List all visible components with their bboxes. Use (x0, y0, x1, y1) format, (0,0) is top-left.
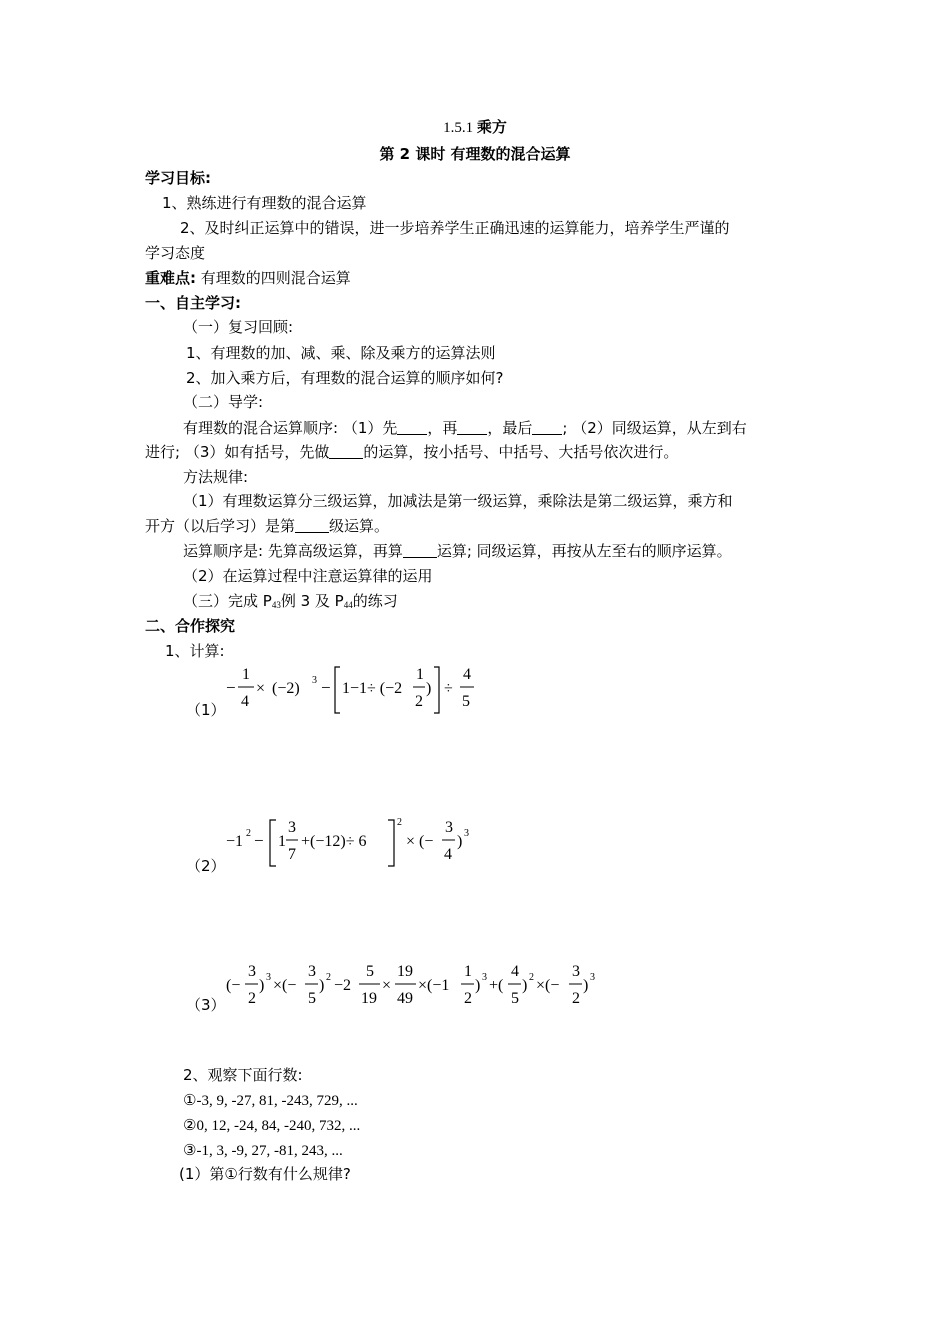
formula-1-svg (224, 662, 494, 722)
formula-2-svg (224, 814, 484, 874)
page-title: 1.5.1 乘方 (443, 118, 507, 136)
formula-term: 19 (397, 963, 413, 980)
formula-term: 5 (366, 963, 374, 980)
section2-heading: 二、合作探究 (145, 617, 236, 635)
formula-term: 4 (241, 693, 249, 710)
formula-term: 3 (312, 675, 317, 686)
goal-item-1: 1、熟练进行有理数的混合运算 (162, 194, 367, 212)
sequence-row-1 (183, 1090, 358, 1111)
formula-term: ) (475, 977, 481, 994)
sequence-row-2 (183, 1115, 360, 1136)
formula-term: 4 (511, 963, 519, 980)
focus-line (145, 268, 351, 288)
review-item-1: 1、有理数的加、减、乘、除及乘方的运算法则 (186, 344, 496, 362)
calc-heading: 1、计算: (165, 642, 225, 660)
formula-term: −2 (334, 977, 352, 994)
formula-term: +(−12)÷ 6 (301, 833, 367, 850)
sequence-row-3 (183, 1140, 343, 1161)
formula-term: 1−1÷ (−2 (342, 680, 403, 697)
row-marker: ① (183, 1091, 197, 1109)
formula-term: 5 (462, 693, 470, 710)
formula-term: × (− (406, 833, 434, 850)
formula-term: 2 (572, 990, 580, 1007)
formula-term: 2 (397, 817, 402, 828)
row-values: 0, 12, -24, 84, -240, 732, ... (196, 1118, 361, 1134)
goal-item-2-cont: 学习态度 (145, 244, 206, 262)
formula-term: −1 (226, 833, 244, 850)
formula-term: − (226, 678, 236, 697)
problem-label-2: （2） (186, 857, 226, 875)
formula-term: 3 (464, 828, 469, 839)
fill-blank (457, 419, 487, 435)
rule-2: （2）在运算过程中注意运算律的运用 (183, 567, 433, 585)
formula-term: 3 (288, 819, 296, 836)
fill-blank (295, 517, 329, 533)
formula-term: ÷ (444, 680, 453, 697)
formula-term: 4 (463, 666, 471, 683)
formula-term: 3 (590, 972, 595, 983)
row-values: -3, 9, -27, 81, -243, 729, ... (196, 1093, 358, 1109)
square-bracket (270, 820, 276, 866)
formula-term: 2 (464, 990, 472, 1007)
focus-text: 有理数的四则混合运算 (196, 269, 351, 287)
order-line-1: 有理数的混合运算顺序: （1）先 ，再 ，最后 ; （2）同级运算，从左到右 (183, 419, 747, 437)
formula-term: 3 (266, 972, 271, 983)
formula-term: ) (457, 833, 463, 850)
formula-term: 2 (326, 972, 331, 983)
formula-term: 1 (242, 666, 250, 683)
formula-term: − (254, 831, 264, 850)
formula-1 (224, 662, 494, 726)
rule-1-cont: 开方（以后学习）是第 级运算。 (145, 517, 390, 535)
practice-line: （三）完成 P43例 3 及 P44的练习 (183, 592, 398, 610)
sequence-line: 运算顺序是: 先算高级运算，再算 运算; 同级运算，再按从左至右的顺序运算。 (183, 542, 732, 560)
formula-term: ) (583, 977, 589, 994)
question-1: (1）第①行数有什么规律? (179, 1165, 351, 1183)
formula-term: 3 (572, 963, 580, 980)
row-marker: ③ (183, 1141, 197, 1159)
formula-term: 3 (482, 972, 487, 983)
order-line-2: 进行; （3）如有括号，先做 的运算，按小括号、中括号、大括号依次进行。 (145, 443, 679, 461)
goal-item-2: 2、及时纠正运算中的错误，进一步培养学生正确迅速的运算能力，培养学生严谨的 (180, 219, 730, 237)
formula-term: ) (426, 680, 432, 697)
formula-term: 19 (361, 990, 377, 1007)
formula-term: (− (226, 977, 241, 994)
fill-blank (329, 443, 363, 459)
problem-label-1: （1） (186, 701, 226, 719)
formula-term: 2 (415, 693, 423, 710)
formula-term: 7 (288, 846, 296, 863)
row-values: -1, 3, -9, 27, -81, 243, ... (196, 1143, 343, 1159)
formula-term: (−2) (272, 680, 300, 697)
row-marker: ② (183, 1116, 197, 1134)
formula-term: × (256, 680, 266, 697)
section1-heading: 一、自主学习: (145, 294, 241, 312)
formula-term: 1 (278, 833, 286, 850)
formula-term: 3 (248, 963, 256, 980)
fill-blank (532, 419, 562, 435)
fill-blank (403, 542, 437, 558)
page-subtitle: 第 2 课时 有理数的混合运算 (379, 145, 571, 163)
problem-label-3: （3） (186, 996, 226, 1014)
formula-term: 3 (308, 963, 316, 980)
formula-term: 5 (308, 990, 316, 1007)
formula-term: 2 (529, 972, 534, 983)
formula-term: 3 (445, 819, 453, 836)
goals-heading: 学习目标: (145, 169, 211, 187)
formula-term: − (321, 678, 331, 697)
formula-term: ) (259, 977, 265, 994)
formula-term: ) (319, 977, 325, 994)
formula-term: ×(−1 (418, 977, 450, 994)
focus-label: 重难点: (145, 269, 196, 287)
formula-term: 49 (397, 990, 413, 1007)
guide-heading: （二）导学: (183, 393, 264, 411)
review-heading: （一）复习回顾: (183, 318, 294, 336)
formula-term: 2 (246, 828, 251, 839)
formula-term: 1 (416, 666, 424, 683)
formula-term: ×(− (273, 977, 297, 994)
observe-heading: 2、观察下面行数: (183, 1066, 303, 1084)
formula-term: × (382, 977, 392, 994)
method-heading: 方法规律: (183, 468, 249, 486)
square-bracket (434, 667, 439, 713)
formula-3-svg (224, 960, 604, 1016)
formula-term: 5 (511, 990, 519, 1007)
square-bracket (335, 667, 340, 713)
formula-term: ) (522, 977, 528, 994)
square-bracket (388, 820, 394, 866)
formula-term: +( (489, 977, 504, 994)
rule-1: （1）有理数运算分三级运算，加减法是第一级运算，乘除法是第二级运算，乘方和 (183, 492, 733, 510)
formula-3 (224, 960, 604, 1020)
formula-term: 4 (444, 846, 452, 863)
formula-2 (224, 814, 484, 878)
formula-term: ×(− (536, 977, 560, 994)
fill-blank (397, 419, 427, 435)
formula-term: 1 (464, 963, 472, 980)
formula-term: 2 (248, 990, 256, 1007)
review-item-2: 2、加入乘方后，有理数的混合运算的顺序如何? (186, 369, 504, 387)
